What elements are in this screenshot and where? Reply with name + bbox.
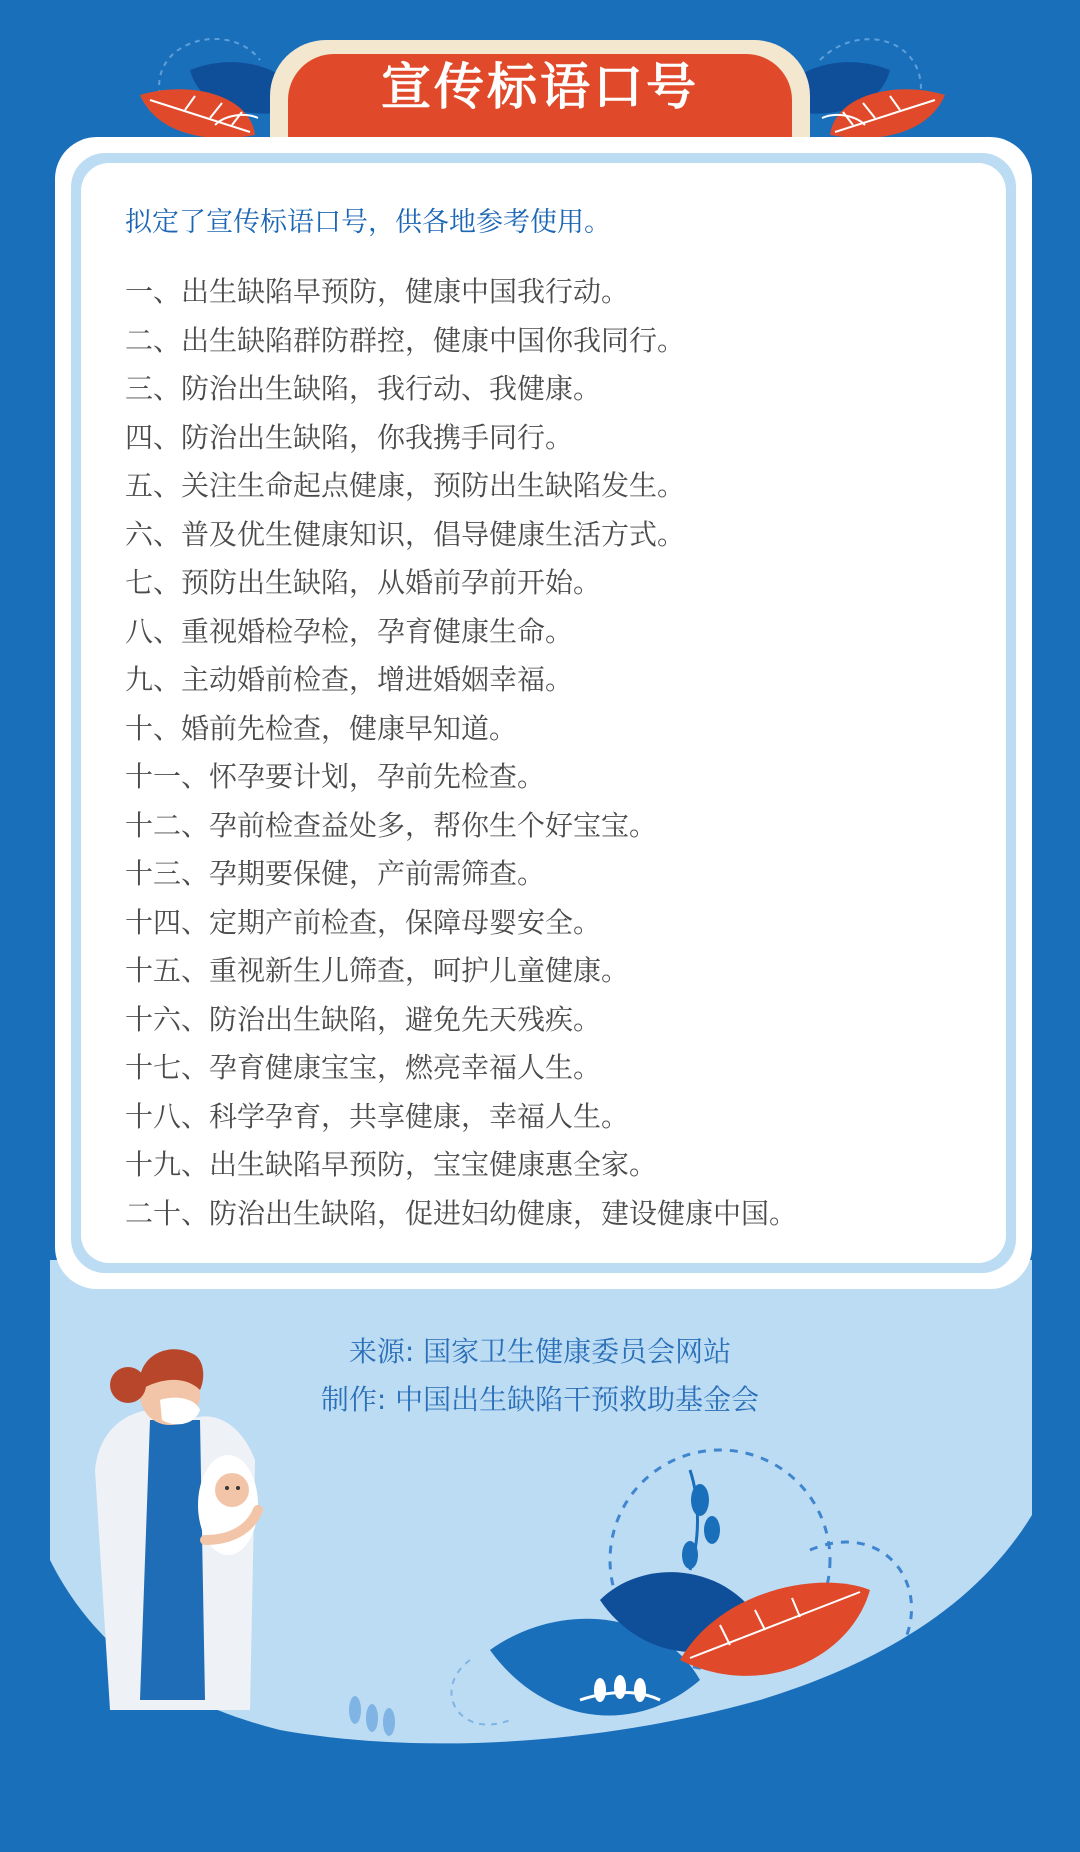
intro-text: 拟定了宣传标语口号，供各地参考使用。: [125, 207, 611, 238]
slogan-item: 二十、防治出生缺陷，促进妇幼健康，建设健康中国。: [125, 1196, 798, 1230]
slogan-item: 一、出生缺陷早预防，健康中国我行动。: [125, 275, 630, 308]
slogan-item: 十、婚前先检查，健康早知道。: [125, 711, 518, 745]
slogan-item: 五、关注生命起点健康，预防出生缺陷发生。: [125, 469, 686, 502]
slogan-item: 六、普及优生健康知识，倡导健康生活方式。: [125, 517, 686, 551]
slogan-item: 十六、防治出生缺陷，避免先天残疾。: [125, 1002, 602, 1036]
source-credit: 来源: 国家卫生健康委员会网站: [348, 1335, 732, 1368]
slogan-item: 三、防治出生缺陷，我行动、我健康。: [125, 372, 602, 405]
producer-credit: 制作: 中国出生缺陷干预救助基金会: [320, 1383, 760, 1416]
slogan-item: 七、预防出生缺陷，从婚前孕前开始。: [125, 566, 602, 599]
slogan-item: 十八、科学孕育，共享健康，幸福人生。: [125, 1099, 630, 1133]
slogan-item: 十三、孕期要保健，产前需筛查。: [125, 857, 546, 890]
page-title: 宣传标语口号: [381, 58, 699, 116]
slogan-list: [125, 268, 1005, 1238]
slogan-item: 二、出生缺陷群防群控，健康中国你我同行。: [125, 323, 686, 357]
slogan-item: 十四、定期产前检查，保障母婴安全。: [125, 905, 602, 939]
credits: [0, 1328, 1080, 1424]
slogan-item: 九、主动婚前检查，增进婚姻幸福。: [125, 663, 574, 696]
slogan-item: 十五、重视新生儿筛查，呵护儿童健康。: [125, 954, 630, 987]
slogan-item: 四、防治出生缺陷，你我携手同行。: [125, 420, 574, 454]
slogan-item: 八、重视婚检孕检，孕育健康生命。: [125, 614, 574, 648]
slogan-item: 十七、孕育健康宝宝，燃亮幸福人生。: [125, 1051, 602, 1084]
slogan-item: 十二、孕前检查益处多，帮你生个好宝宝。: [125, 808, 658, 842]
slogan-item: 十一、怀孕要计划，孕前先检查。: [125, 760, 546, 793]
title-banner: [270, 40, 810, 150]
slogan-item: 十九、出生缺陷早预防，宝宝健康惠全家。: [125, 1148, 658, 1181]
